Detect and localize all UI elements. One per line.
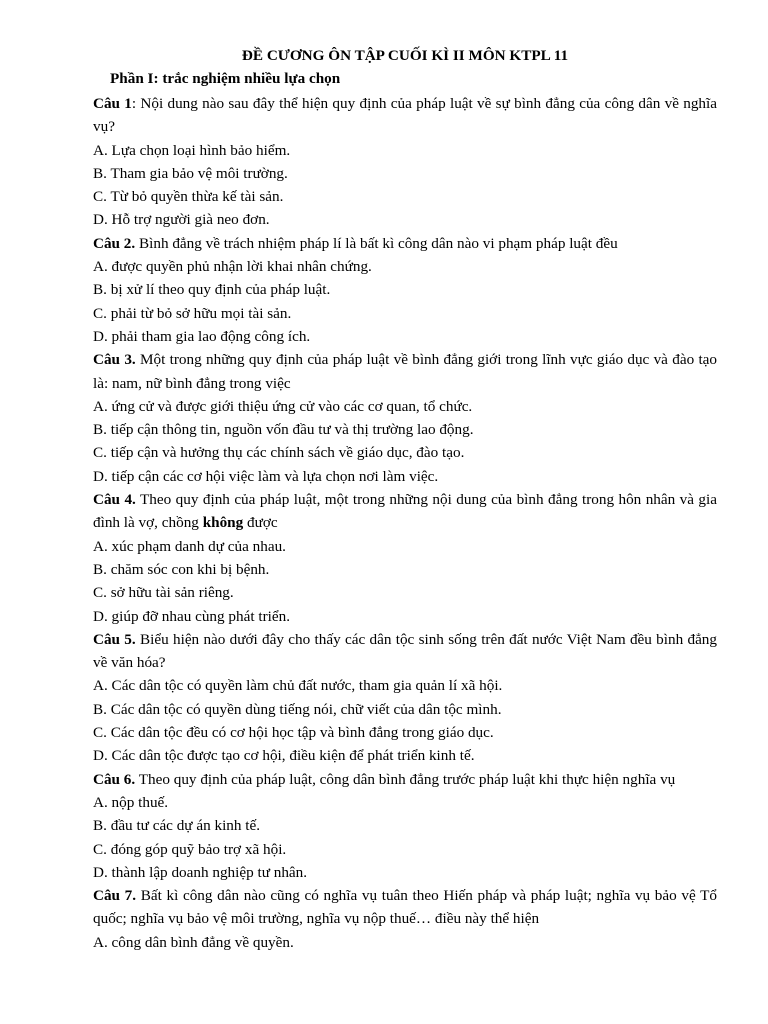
option-a: A. công dân bình đẳng về quyền.	[93, 933, 294, 951]
question-stem	[93, 232, 717, 255]
option-d: D. phải tham gia lao động công ích.	[93, 327, 311, 345]
document-title: ĐỀ CƯƠNG ÔN TẬP CUỐI KÌ II MÔN KTPL 11	[241, 47, 569, 64]
option-c: C. Các dân tộc đều có cơ hội học tập và bình đẳng trong giáo dục.	[93, 724, 494, 742]
question-text: Bình đẳng về trách nhiệm pháp lí là bất kì công dân nào vi phạm pháp luật đều	[139, 234, 618, 252]
question-text: Theo quy định của pháp luật, một trong những nội dung của bình đẳng trong hôn nhân và gia đình là vợ, chồng	[93, 491, 717, 532]
option-b: B. chăm sóc con khi bị bệnh.	[93, 560, 270, 578]
option-c: C. tiếp cận và hưởng thụ các chính sách về giáo dục, đào tạo.	[93, 444, 465, 462]
option-b: B. bị xử lí theo quy định của pháp luật.	[93, 281, 331, 299]
question-stem	[93, 488, 717, 535]
option-a: A. xúc phạm danh dự của nhau.	[93, 537, 286, 555]
option-a: A. ứng cử và được giới thiệu ứng cử vào các cơ quan, tổ chức.	[93, 397, 473, 415]
question-text: Theo quy định của pháp luật, công dân bình đẳng trước pháp luật khi thực hiện nghĩa vụ	[138, 770, 676, 788]
question-label: Câu 4.	[93, 491, 136, 509]
question-text: Một trong những quy định của pháp luật về bình đẳng giới trong lĩnh vực giáo dục và đào tạo là: nam, nữ bình đẳng trong việc	[93, 351, 718, 392]
option-b: B. tiếp cận thông tin, nguồn vốn đầu tư và thị trường lao động.	[93, 421, 474, 439]
question-3	[93, 348, 717, 488]
question-label: Câu 1	[93, 95, 132, 112]
question-label: Câu 3.	[93, 351, 136, 369]
option-b: B. Tham gia bảo vệ môi trường.	[93, 164, 288, 182]
question-text: Bất kì công dân nào cũng có nghĩa vụ tuân theo Hiến pháp và pháp luật; nghĩa vụ bảo vệ Tổ quốc; nghĩa vụ bảo vệ môi trường, nghĩa vụ nộp thuế… điều này thể hiện	[93, 887, 717, 928]
question-text: Biểu hiện nào dưới đây cho thấy các dân tộc sinh sống trên đất nước Việt Nam đều bình đẳng về văn hóa?	[93, 630, 717, 672]
option-a: A. được quyền phủ nhận lời khai nhân chứng.	[93, 258, 372, 276]
document-page	[93, 44, 717, 954]
question-2	[93, 232, 717, 348]
option-d: D. tiếp cận các cơ hội việc làm và lựa chọn nơi làm việc.	[93, 467, 439, 485]
question-label: Câu 7.	[93, 887, 137, 905]
option-a: A. Lựa chọn loại hình bảo hiểm.	[93, 141, 291, 159]
option-b: B. Các dân tộc có quyền dùng tiếng nói, chữ viết của dân tộc mình.	[93, 700, 502, 718]
question-6	[93, 768, 717, 884]
question-text: Nội dung nào sau đây thể hiện quy định của pháp luật về sự bình đẳng của công dân về nghĩa vụ?	[93, 95, 717, 136]
option-d: D. giúp đỡ nhau cùng phát triển.	[93, 607, 290, 625]
question-4	[93, 488, 717, 628]
question-stem	[93, 768, 717, 791]
question-stem	[93, 884, 717, 931]
option-b: B. đầu tư các dự án kinh tế.	[93, 817, 261, 835]
option-c: C. Từ bỏ quyền thừa kế tài sản.	[93, 188, 284, 206]
option-a: A. nộp thuế.	[93, 793, 169, 811]
question-label: Câu 6.	[93, 770, 136, 788]
question-text-end: được	[243, 514, 278, 532]
negation-emphasis: không	[202, 514, 244, 532]
option-c: C. phải từ bỏ sở hữu mọi tài sản.	[93, 304, 292, 322]
question-separator: :	[131, 95, 141, 112]
option-c: C. đóng góp quỹ bảo trợ xã hội.	[93, 840, 287, 858]
option-d: D. thành lập doanh nghiệp tư nhân.	[93, 863, 308, 881]
question-stem	[93, 348, 717, 395]
option-d: D. Hỗ trợ người già neo đơn.	[93, 211, 270, 229]
option-d: D. Các dân tộc được tạo cơ hội, điều kiện để phát triển kinh tế.	[93, 747, 475, 765]
option-a: A. Các dân tộc có quyền làm chủ đất nước, tham gia quản lí xã hội.	[93, 677, 503, 695]
question-1	[93, 92, 717, 232]
question-stem	[93, 92, 717, 139]
option-c: C. sở hữu tài sản riêng.	[93, 584, 234, 602]
question-7	[93, 884, 717, 954]
question-5	[93, 628, 717, 768]
part-heading: Phần I: trắc nghiệm nhiều lựa chọn	[110, 70, 341, 87]
question-label: Câu 5.	[93, 630, 136, 648]
question-stem	[93, 628, 717, 675]
question-label: Câu 2.	[93, 234, 136, 252]
